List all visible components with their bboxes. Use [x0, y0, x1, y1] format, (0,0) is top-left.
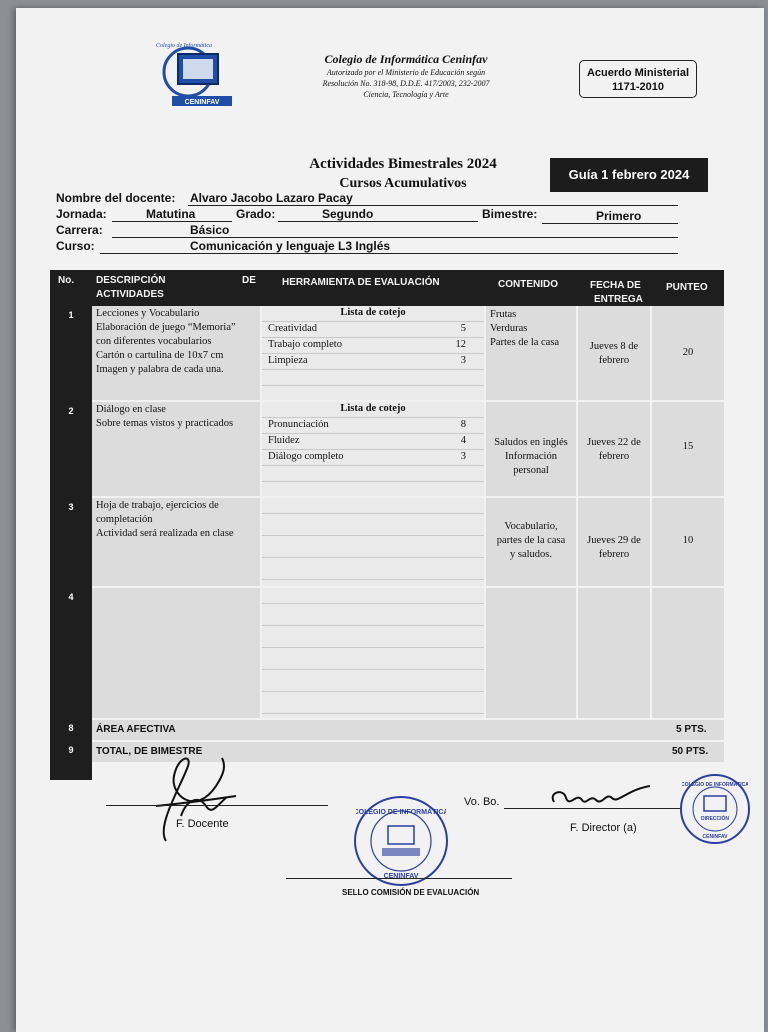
row-2-score: 15 — [682, 441, 694, 452]
header-date-2: ENTREGA — [594, 294, 643, 305]
row-4-tool-cell — [262, 588, 484, 718]
row-4-number-cell — [50, 588, 92, 718]
row-3-desc-line: completación — [96, 514, 153, 525]
docente-signature-line — [106, 805, 328, 806]
header-date-1: FECHA DE — [590, 280, 641, 291]
row-3-desc-line: Hoja de trabajo, ejercicios de — [96, 500, 219, 511]
institution-resolution: Resolución No. 318-98, D.D.E. 417/2003, 232-2007 — [322, 79, 490, 88]
affective-points: 5 PTS. — [676, 724, 707, 735]
row-3-number: 3 — [50, 498, 92, 512]
criterion-points: 3 — [460, 451, 466, 462]
total-number-cell — [50, 742, 92, 762]
curso-value: Comunicación y lenguaje L3 Inglés — [190, 239, 391, 253]
header-points: PUNTEO — [666, 282, 708, 293]
direction-seal — [680, 774, 750, 844]
document-title: Actividades Bimestrales 2024 — [309, 156, 497, 172]
row-3-content-cell — [486, 498, 576, 586]
docente-caption: F. Docente — [176, 818, 229, 830]
affective-label: ÁREA AFECTIVA — [96, 724, 176, 735]
criterion-row — [262, 434, 484, 450]
row-4-date-cell — [578, 588, 650, 718]
criterion-label: Trabajo completo — [268, 339, 342, 350]
row-1-content-line: Verduras — [490, 323, 528, 334]
row-1-score: 20 — [682, 347, 694, 358]
document-subtitle: Cursos Acumulativos — [339, 176, 467, 191]
row-2-date-line: Jueves 22 de — [587, 437, 641, 448]
row-2-number: 2 — [50, 402, 92, 416]
total-label: TOTAL, DE BIMESTRE — [96, 746, 203, 757]
row-3-date-cell — [578, 498, 650, 586]
carrera-label: Carrera: — [56, 223, 103, 237]
header-no: No. — [58, 275, 75, 286]
criterion-label: Diálogo completo — [268, 451, 344, 462]
criterion-row — [262, 354, 484, 370]
curso-label: Curso: — [56, 239, 95, 253]
activities-table — [50, 270, 724, 764]
seal-line — [286, 878, 512, 879]
agreement-number: 1171-2010 — [612, 81, 664, 93]
row-1-content-cell — [486, 306, 576, 400]
criterion-row — [262, 450, 484, 466]
bimestre-value: Primero — [596, 209, 642, 223]
header-activities: ACTIVIDADES — [96, 289, 164, 300]
svg-text:CENINFAV: CENINFAV — [383, 873, 419, 880]
row-1-date-line: febrero — [598, 355, 630, 366]
row-2-content-cell — [486, 402, 576, 496]
institution-block — [286, 52, 526, 100]
row-1-tool-title: Lista de cotejo — [340, 307, 406, 318]
vobo-label: Vo. Bo. — [464, 796, 500, 808]
row-1-desc-line: con diferentes vocabularios — [96, 336, 212, 347]
row-3-content-line: y saludos. — [510, 549, 552, 560]
row-2-content-line: personal — [513, 465, 549, 476]
carrera-value: Básico — [190, 223, 230, 237]
row-1-number: 1 — [50, 306, 92, 320]
row-1-desc-line: Cartón o cartulina de 10x7 cm — [96, 350, 224, 361]
row-4-number: 4 — [50, 588, 92, 602]
header-description-de: DE — [242, 275, 256, 286]
school-logo — [144, 38, 244, 118]
row-1-date-line: Jueves 8 de — [589, 341, 639, 352]
row-1-content-line: Frutas — [490, 309, 517, 320]
row-2-description-cell — [92, 402, 260, 496]
row-4-description-cell — [92, 588, 260, 718]
row-3-date-line: febrero — [598, 549, 630, 560]
row-3-date-line: Jueves 29 de — [587, 535, 641, 546]
row-2-content-line: Saludos en inglés — [494, 437, 568, 448]
row-3-tool-cell — [262, 498, 484, 586]
criterion-label: Creatividad — [268, 323, 317, 334]
row-3-description-cell — [92, 498, 260, 586]
row-2-date-line: febrero — [598, 451, 630, 462]
row-2-score-cell — [652, 402, 724, 496]
total-points: 50 PTS. — [672, 746, 709, 757]
director-signature — [546, 780, 656, 816]
row-2-tool-cell — [262, 402, 484, 496]
row-4-content-cell — [486, 588, 576, 718]
affective-number: 8 — [50, 720, 92, 733]
institution-name: Colegio de Informática Ceninfav — [324, 52, 488, 66]
row-3-content-line: partes de la casa — [496, 535, 566, 546]
criterion-points: 4 — [460, 435, 466, 446]
docente-value: Alvaro Jacobo Lazaro Pacay — [190, 191, 353, 205]
header-description: DESCRIPCIÓN — [96, 275, 166, 286]
criterion-row — [262, 418, 484, 434]
jornada-value: Matutina — [146, 207, 196, 221]
row-2-date-cell — [578, 402, 650, 496]
svg-text:CENINFAV: CENINFAV — [702, 834, 728, 840]
row-2-tool-title: Lista de cotejo — [340, 403, 406, 414]
row-3-number-cell — [50, 498, 92, 586]
docente-signature — [126, 746, 246, 856]
svg-text:Colegio de Informática: Colegio de Informática — [156, 43, 212, 49]
ministerial-agreement-box — [579, 60, 697, 98]
director-caption: F. Director (a) — [570, 822, 637, 834]
row-3-content-line: Vocabulario, — [504, 521, 558, 532]
institution-motto: Ciencia, Tecnología y Arte — [363, 90, 449, 99]
grado-line — [278, 207, 478, 222]
row-1-desc-line: Elaboración de juego “Memoria” — [96, 322, 236, 333]
header-tool: HERRAMIENTA DE EVALUACIÓN — [282, 277, 440, 288]
row-2-number-cell — [50, 402, 92, 496]
svg-text:COLEGIO DE INFORMÁTICA: COLEGIO DE INFORMÁTICA — [356, 809, 446, 816]
row-1-content-line: Partes de la casa — [490, 337, 560, 348]
evaluation-seal — [354, 796, 448, 886]
criterion-label: Limpieza — [268, 355, 308, 366]
row-1-description-cell — [92, 306, 260, 400]
row-1-desc-line: Lecciones y Vocabulario — [96, 308, 200, 319]
total-number: 9 — [50, 742, 92, 755]
grado-value: Segundo — [322, 207, 374, 221]
criterion-points: 12 — [455, 339, 466, 350]
bimestre-label: Bimestre: — [482, 207, 538, 221]
row-3-desc-line: Actividad será realizada en clase — [96, 528, 234, 539]
criterion-points: 3 — [460, 355, 466, 366]
svg-text:COLEGIO DE INFORMÁTICA: COLEGIO DE INFORMÁTICA — [682, 782, 748, 788]
row-1-desc-line: Imagen y palabra de cada una. — [96, 364, 224, 375]
row-1-tool-cell — [262, 306, 484, 400]
criterion-row — [262, 338, 484, 354]
row-2-desc-line: Sobre temas vistos y practicados — [96, 418, 234, 429]
seal-caption: SELLO COMISIÓN DE EVALUACIÓN — [342, 888, 480, 897]
criterion-points: 5 — [460, 323, 466, 334]
criterion-points: 8 — [460, 419, 466, 430]
row-1-score-cell — [652, 306, 724, 400]
row-4-score-cell — [652, 588, 724, 718]
grado-label: Grado: — [236, 207, 276, 221]
agreement-label: Acuerdo Ministerial — [586, 67, 690, 79]
criterion-label: Fluidez — [268, 435, 300, 446]
guide-badge: Guía 1 febrero 2024 — [550, 158, 708, 192]
svg-text:DIRECCIÓN: DIRECCIÓN — [700, 816, 730, 822]
row-1-number-cell — [50, 306, 92, 400]
jornada-label: Jornada: — [56, 207, 107, 221]
document-sheet — [16, 8, 764, 1032]
affective-row — [92, 720, 724, 740]
row-2-content-line: Información — [505, 451, 557, 462]
svg-text:CENINFAV: CENINFAV — [184, 99, 220, 106]
row-3-score-cell — [652, 498, 724, 586]
docente-label: Nombre del docente: — [56, 191, 176, 205]
header-content: CONTENIDO — [498, 279, 558, 290]
affective-number-cell — [50, 720, 92, 740]
institution-authorization: Autorizado por el Ministerio de Educación según — [326, 68, 486, 77]
row-1-date-cell — [578, 306, 650, 400]
criterion-label: Pronunciación — [268, 419, 329, 430]
row-2-desc-line: Diálogo en clase — [96, 404, 166, 415]
row-3-score: 10 — [682, 535, 694, 546]
criterion-row — [262, 322, 484, 338]
